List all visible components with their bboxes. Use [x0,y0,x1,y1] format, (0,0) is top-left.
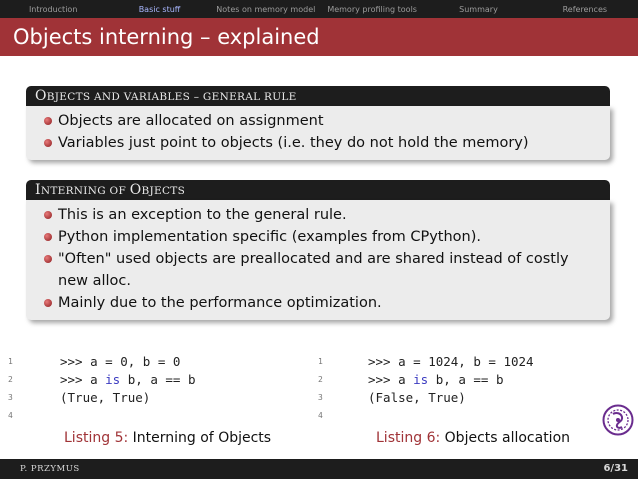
nav-introduction[interactable]: Introduction [28,4,78,14]
line-number: 1 [318,357,323,366]
list-item: "Often" used objects are preallocated and are shared instead of costly new alloc. [58,248,570,292]
nav-profiling-tools[interactable]: Memory profiling tools [327,4,417,14]
block-objects-variables [26,86,610,160]
page-number: 6/31 [603,463,628,474]
line-number: 1 [8,357,13,366]
nav-memory-model[interactable]: Notes on memory model [216,4,316,14]
block-content [26,200,610,320]
list-item: This is an exception to the general rule. [58,204,570,226]
navigation-bar [0,0,638,18]
code-line: (False, True) [368,390,466,405]
line-number: 4 [318,411,323,420]
list-item: Mainly due to the performance optimization. [58,292,570,314]
block-title: OBJECTS AND VARIABLES – GENERAL RULE [26,86,610,106]
code-line: >>> a is b, a == b [368,372,504,387]
listing-caption: Listing 6: Objects allocation [376,430,571,446]
code-line: >>> a is b, a == b [60,372,196,387]
line-number: 2 [8,375,13,384]
code-listing-allocation [318,353,618,425]
block-content [26,106,610,160]
code-line: (True, True) [60,390,151,405]
list-item: Python implementation specific (examples from CPython). [58,226,570,248]
nav-references[interactable]: References [562,4,608,14]
line-number: 4 [8,411,13,420]
listing-caption: Listing 5: Interning of Objects [64,430,272,446]
list-item: Variables just point to objects (i.e. they do not hold the memory) [58,132,602,154]
code-listing-interning [8,353,308,425]
footer-author: P. PRZYMUS [20,464,80,474]
frame-title: Objects interning – explained [0,18,638,56]
code-line: >>> a = 1024, b = 1024 [368,354,534,369]
block-interning [26,180,610,320]
nav-summary[interactable]: Summary [459,4,498,14]
line-number: 3 [8,393,13,402]
list-item: Objects are allocated on assignment [58,110,602,132]
line-number: 3 [318,393,323,402]
line-number: 2 [318,375,323,384]
university-seal-icon [602,404,634,436]
footer-bar [0,459,638,479]
block-title: INTERNING OF OBJECTS [26,180,610,200]
nav-basic-stuff[interactable]: Basic stuff [138,4,181,14]
code-line: >>> a = 0, b = 0 [60,354,181,369]
